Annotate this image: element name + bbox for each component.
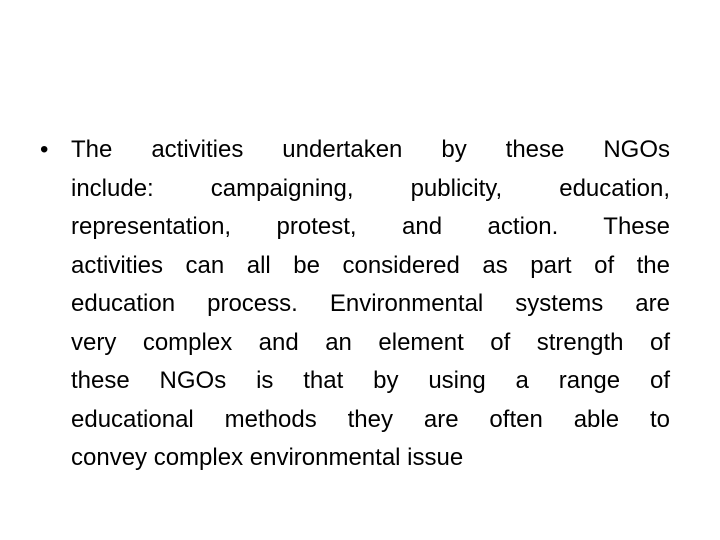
text-line: representation, protest, and action. These: [71, 213, 670, 240]
text-line: education process. Environmental systems are: [71, 290, 670, 317]
bullet-text: [71, 131, 670, 478]
text-line: these NGOs is that by using a range of: [71, 367, 670, 394]
text-line: convey complex environmental issue: [71, 444, 464, 471]
text-line: educational methods they are often able to: [71, 405, 670, 433]
text-line: very complex and an element of strength of: [71, 328, 670, 356]
text-line: include: campaigning, publicity, education,: [71, 174, 670, 202]
bullet-point: [40, 131, 670, 478]
text-line: The activities undertaken by these NGOs: [71, 136, 670, 163]
text-line: activities can all be considered as part of the: [71, 251, 670, 279]
bullet-marker-icon: •: [40, 136, 49, 163]
